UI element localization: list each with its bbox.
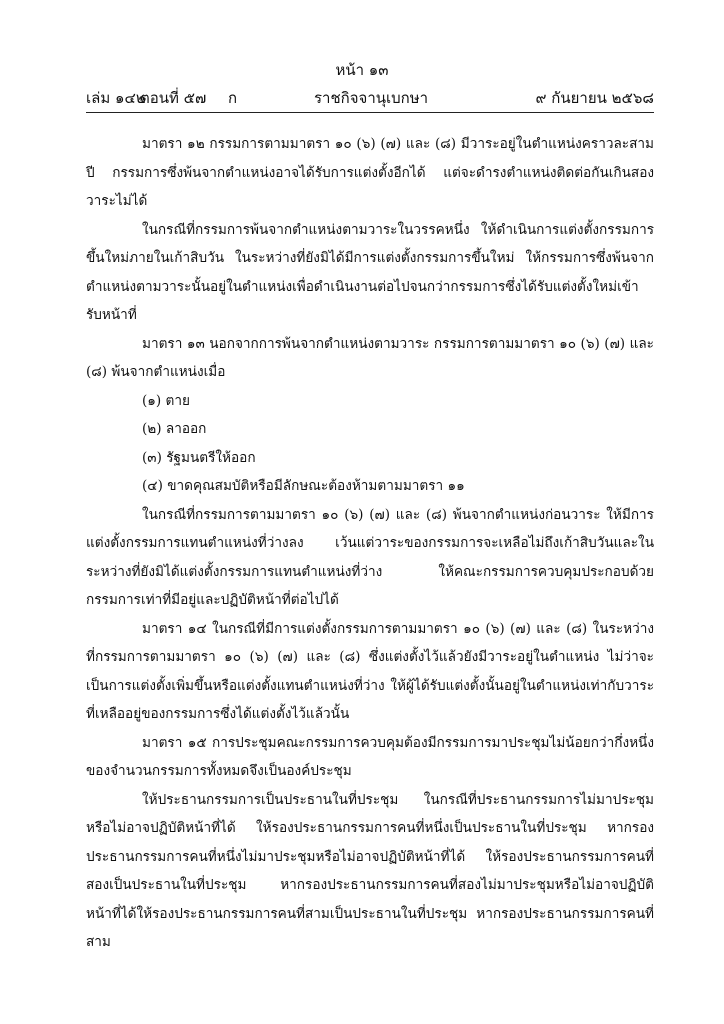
part-number: ตอนที่ ๕๗ xyxy=(140,89,207,107)
header-divider xyxy=(86,112,654,113)
section-15-paragraph-2: ให้ประธานกรรมการเป็นประธานในที่ประชุม ในกรณีที่ประธานกรรมการไม่มาประชุมหรือไม่อาจปฏิบัติหน้าที่ได้ ให้รองประธานกรรมการคนที่หนึ่งเป็นประธานในที่ประชุม หากรองประธานกรรมการคนที่หนึ่งไม่มาประชุมหรือไม่อาจปฏิบัติหน้าที่ได้ ให้รองประธานกรรมการคนที่สองเป็นประธานในที่ประชุม หากรองประธานกรรมการคนที่สองไม่มาประชุมหรือไม่อาจปฏิบัติหน้าที่ได้ให้รองประธานกรรมการคนที่สามเป็นประธานในที่ประชุม หากรองประธานกรรมการคนที่สาม xyxy=(86,791,654,950)
section-13-item: (๑) ตาย xyxy=(142,392,190,409)
section-letter: ก xyxy=(228,89,238,107)
section-13-item: (๒) ลาออก xyxy=(142,421,207,437)
document-body xyxy=(86,130,654,957)
gazette-title: ราชกิจจานุเบกษา xyxy=(314,89,429,107)
section-13-item: (๔) ขาดคุณสมบัติหรือมีลักษณะต้องห้ามตามมาตรา ๑๑ xyxy=(142,478,465,494)
volume-number: เล่ม ๑๔๒ xyxy=(86,89,146,107)
section-12-paragraph: มาตรา ๑๒ กรรมการตามมาตรา ๑๐ (๖) (๗) และ (๘) มีวาระอยู่ในตำแหน่งคราวละสามปี กรรมการซึ่งพ้นจากตำแหน่งอาจได้รับการแต่งตั้งอีกได้ แต่จะดำรงตำแหน่งติดต่อกันเกินสองวาระไม่ได้ xyxy=(86,136,654,209)
section-13-item: (๓) รัฐมนตรีให้ออก xyxy=(142,449,256,466)
publication-date: ๙ กันยายน ๒๕๖๘ xyxy=(535,89,654,107)
section-12-paragraph-2: ในกรณีที่กรรมการพ้นจากตำแหน่งตามวาระในวรรคหนึ่ง ให้ดำเนินการแต่งตั้งกรรมการขึ้นใหม่ภายในเก้าสิบวัน ในระหว่างที่ยังมิได้มีการแต่งตั้งกรรมการขึ้นใหม่ ให้กรรมการซึ่งพ้นจากตำแหน่งตามวาระนั้นอยู่ในตำแหน่งเพื่อดำเนินงานต่อไปจนกว่ากรรมการซึ่งได้รับแต่งตั้งใหม่เข้ารับหน้าที่ xyxy=(86,221,654,323)
section-13-paragraph: มาตรา ๑๓ นอกจากการพ้นจากตำแหน่งตามวาระ กรรมการตามมาตรา ๑๐ (๖) (๗) และ (๘) พ้นจากตำแหน่งเมื่อ xyxy=(86,335,654,380)
page-number: หน้า ๑๓ xyxy=(335,61,389,79)
section-13-paragraph-2: ในกรณีที่กรรมการตามมาตรา ๑๐ (๖) (๗) และ (๘) พ้นจากตำแหน่งก่อนวาระ ให้มีการแต่งตั้งกรรมการแทนตำแหน่งที่ว่างลง เว้นแต่วาระของกรรมการจะเหลือไม่ถึงเก้าสิบวันและในระหว่างที่ยังมิได้แต่งตั้งกรรมการแทนตำแหน่งที่ว่าง ให้คณะกรรมการควบคุมประกอบด้วยกรรมการเท่าที่มีอยู่และปฏิบัติหน้าที่ต่อไปได้ xyxy=(86,506,654,608)
section-14-paragraph: มาตรา ๑๔ ในกรณีที่มีการแต่งตั้งกรรมการตามมาตรา ๑๐ (๖) (๗) และ (๘) ในระหว่างที่กรรมการตามมาตรา ๑๐ (๖) (๗) และ (๘) ซึ่งแต่งตั้งไว้แล้วยังมีวาระอยู่ในตำแหน่ง ไม่ว่าจะเป็นการแต่งตั้งเพิ่มขึ้นหรือแต่งตั้งแทนตำแหน่งที่ว่าง ให้ผู้ได้รับแต่งตั้งนั้นอยู่ในตำแหน่งเท่ากับวาระที่เหลืออยู่ของกรรมการซึ่งได้แต่งตั้งไว้แล้วนั้น xyxy=(86,620,654,722)
gazette-header xyxy=(86,86,654,108)
section-15-paragraph: มาตรา ๑๕ การประชุมคณะกรรมการควบคุมต้องมีกรรมการมาประชุมไม่น้อยกว่ากึ่งหนึ่งของจำนวนกรรมการทั้งหมดจึงเป็นองค์ประชุม xyxy=(86,734,654,779)
